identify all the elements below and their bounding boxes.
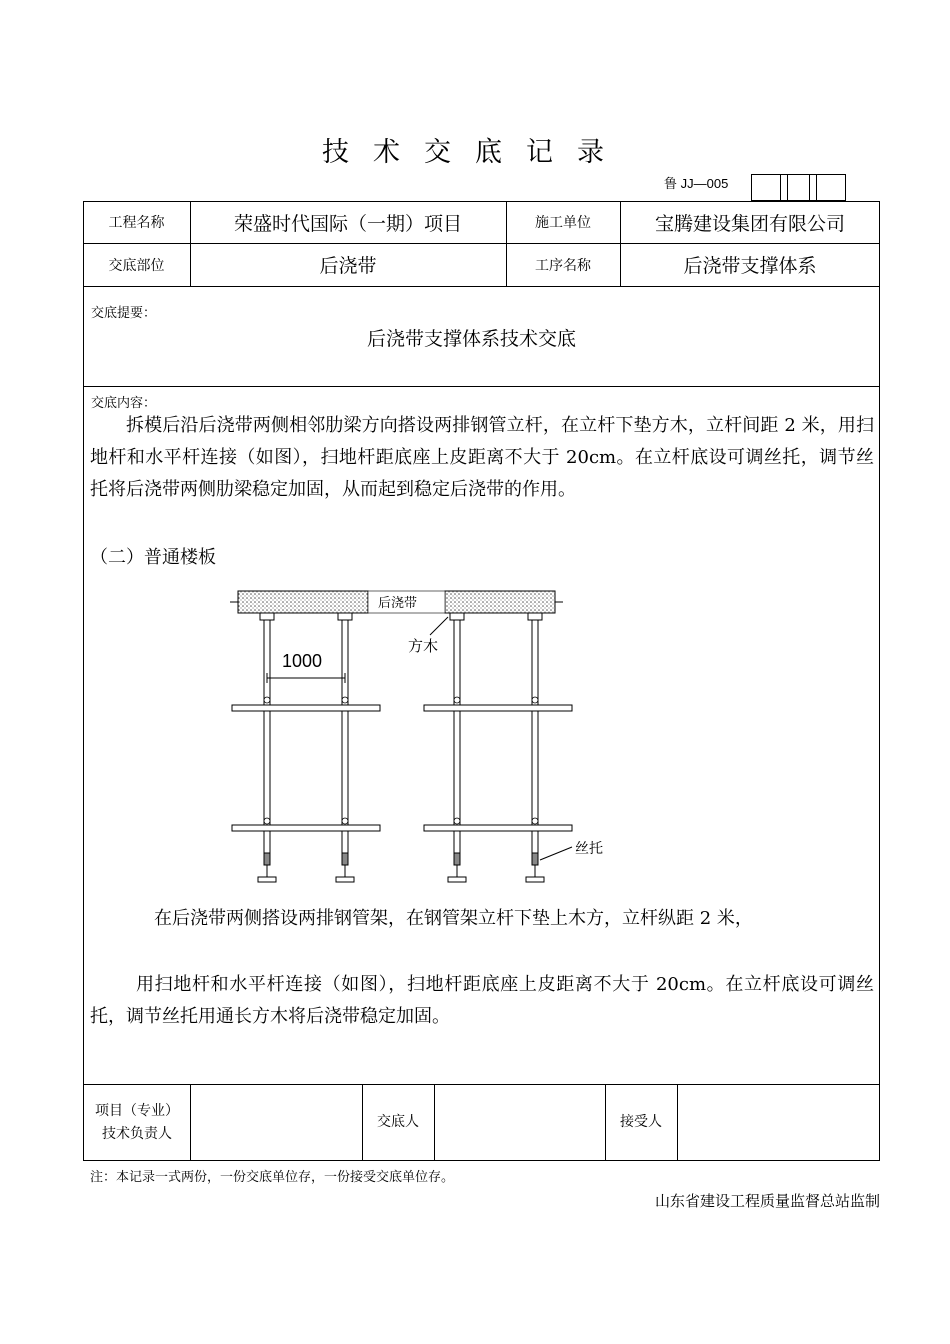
page-title: 技术交底记录 xyxy=(322,137,628,168)
horizontal-bar xyxy=(232,705,380,711)
footer-note: 注：本记录一式两份，一份交底单位存，一份接受交底单位存。 xyxy=(90,1170,455,1185)
content-subheading: （二）普通楼板 xyxy=(90,547,216,568)
content-paragraph-1: 拆模后沿后浇带两侧相邻肋梁方向搭设两排钢管立杆，在立杆下垫方木，立杆间距 2 米，用扫地杆和水平杆连接（如图），扫地杆距底座上皮距离不大于 20cm。在立杆底设可调丝托，调节丝托将后浇带两侧肋梁稳定加固，从而起到稳定后浇带的作用。 xyxy=(90,415,874,500)
location-value[interactable]: 后浇带 xyxy=(319,255,377,277)
timber-pad xyxy=(260,613,274,620)
form-code: 鲁 JJ—005 xyxy=(664,176,729,191)
row-divider xyxy=(83,386,880,387)
jack-label: 丝托 xyxy=(575,841,603,857)
code-box-3[interactable] xyxy=(809,174,846,201)
project-name-value[interactable]: 荣盛时代国际（一期）项目 xyxy=(233,212,462,235)
tech-lead-label: 项目（专业）技术负责人 xyxy=(95,1102,179,1142)
dimension-label: 1000 xyxy=(282,651,323,671)
slab-right xyxy=(445,591,563,613)
slab-left xyxy=(230,591,368,613)
timber-pad xyxy=(338,613,352,620)
leader-line xyxy=(430,617,448,635)
timber-label: 方木 xyxy=(408,637,439,655)
project-name-label: 工程名称 xyxy=(108,215,165,231)
content-paragraph-3: 用扫地杆和水平杆连接（如图），扫地杆距底座上皮距离不大于 20cm。在立杆底设可调丝托，调节丝托用通长方木将后浇带稳定加固。 xyxy=(90,974,874,1027)
support-system-diagram xyxy=(230,585,610,890)
tech-lead-signature-field[interactable] xyxy=(191,1085,362,1160)
presenter-label: 交底人 xyxy=(377,1114,419,1130)
sweep-bar xyxy=(232,825,380,831)
supervisor-text: 山东省建设工程质量监督总站监制 xyxy=(654,1192,880,1210)
receiver-signature-field[interactable] xyxy=(678,1085,879,1160)
process-value[interactable]: 后浇带支撑体系 xyxy=(683,255,817,277)
location-label: 交底部位 xyxy=(108,257,165,274)
jack-base xyxy=(258,853,544,882)
row-divider xyxy=(83,286,880,287)
contractor-label: 施工单位 xyxy=(535,215,591,231)
band-label: 后浇带 xyxy=(378,596,418,611)
sweep-bar xyxy=(424,825,572,831)
summary-text[interactable]: 后浇带支撑体系技术交底 xyxy=(366,328,576,350)
horizontal-bar xyxy=(424,705,572,711)
content-label: 交底内容： xyxy=(91,396,157,411)
content-paragraph-2: 在后浇带两侧搭设两排钢管架，在钢管架立杆下垫上木方，立杆纵距 2 米， xyxy=(154,908,753,929)
timber-pad xyxy=(528,613,542,620)
timber-pad xyxy=(450,613,464,620)
presenter-signature-field[interactable] xyxy=(435,1085,605,1160)
contractor-value[interactable]: 宝腾建设集团有限公司 xyxy=(654,212,845,235)
summary-label: 交底提要： xyxy=(91,306,157,321)
receiver-label: 接受人 xyxy=(620,1114,662,1130)
leader-line xyxy=(540,847,572,860)
dimension-line xyxy=(267,673,345,683)
process-label: 工序名称 xyxy=(535,257,591,274)
